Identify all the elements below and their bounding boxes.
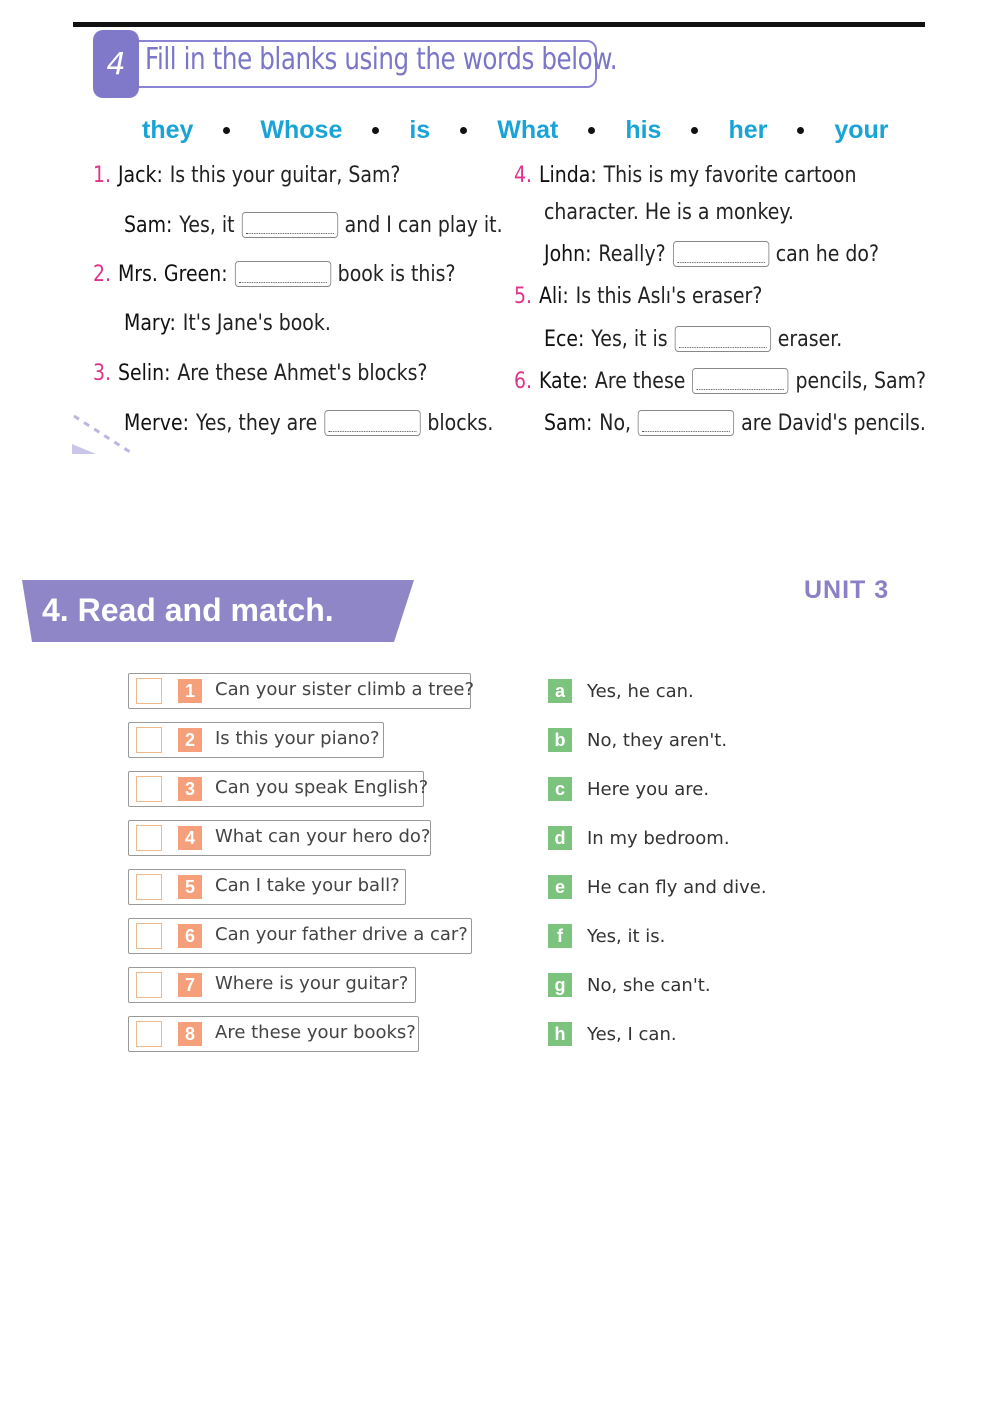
answer-checkbox[interactable] (136, 776, 162, 802)
question-number-badge: 1 (178, 679, 202, 703)
section-title: 4. Read and match. (42, 592, 334, 628)
question-line (93, 163, 400, 188)
answer-letter-badge: e (548, 875, 572, 899)
line-text: This is my favorite cartoon (603, 163, 857, 188)
speaker: John: (544, 241, 592, 267)
answer-checkbox[interactable] (136, 874, 162, 900)
answer-text: Yes, I can. (587, 1023, 677, 1045)
speaker: Linda: (538, 163, 597, 188)
word-bank-item: her (728, 115, 768, 144)
question-line (124, 311, 331, 336)
speaker: Merve: (124, 410, 189, 436)
question-text: Are these your books? (215, 1022, 416, 1043)
question-number: 1. (93, 163, 112, 188)
speaker: Mrs. Green: (117, 261, 228, 287)
answer-letter-badge: f (548, 924, 572, 948)
line-text: and I can play it. (344, 212, 503, 238)
line-text: Yes, it is (591, 326, 668, 352)
exercise-header (93, 30, 618, 98)
unit-label: UNIT 3 (804, 576, 890, 604)
bullet-dot (797, 127, 804, 134)
question-line (93, 361, 427, 386)
answer-blank[interactable] (673, 241, 769, 267)
question-line (544, 241, 879, 267)
speaker: Mary: (124, 311, 176, 336)
speaker: Selin: (117, 361, 171, 386)
bullet-dot (460, 127, 467, 134)
word-bank (142, 112, 889, 148)
question-line (514, 368, 926, 394)
question-number: 4. (514, 163, 533, 188)
question-line (514, 284, 762, 309)
line-text: Are these (594, 368, 686, 394)
answer-letter-badge: h (548, 1022, 572, 1046)
answer-blank[interactable] (324, 410, 420, 436)
line-text: character. He is a monkey. (544, 200, 794, 225)
speaker: Sam: (544, 410, 593, 436)
line-text: Is this your guitar, Sam? (169, 163, 401, 188)
word-bank-item: his (625, 115, 662, 144)
line-text: are David's pencils. (741, 410, 926, 436)
answer-text: Here you are. (587, 778, 710, 800)
line-text: pencils, Sam? (795, 368, 927, 394)
question-line (124, 212, 503, 238)
match-answer-row (548, 923, 665, 949)
question-text: Can your father drive a car? (215, 924, 468, 945)
question-line (544, 410, 926, 436)
line-text: Is this Aslı's eraser? (575, 284, 763, 309)
answer-letter-badge: d (548, 826, 572, 850)
question-text: What can your hero do? (215, 826, 431, 847)
match-answer-row (548, 972, 711, 998)
speaker: Jack: (117, 163, 163, 188)
question-line (544, 200, 794, 225)
answer-text: Yes, it is. (587, 925, 666, 947)
answer-checkbox[interactable] (136, 678, 162, 704)
question-number-badge: 6 (178, 924, 202, 948)
line-text: eraser. (777, 326, 843, 352)
word-bank-item: What (497, 115, 559, 144)
line-text: Yes, they are (195, 410, 318, 436)
answer-blank[interactable] (692, 368, 788, 394)
question-number-badge: 7 (178, 973, 202, 997)
word-bank-item: your (834, 115, 889, 144)
answer-blank[interactable] (638, 410, 734, 436)
speaker: Sam: (124, 212, 173, 238)
answer-checkbox[interactable] (136, 727, 162, 753)
question-number-badge: 3 (178, 777, 202, 801)
bullet-dot (588, 127, 595, 134)
speaker: Ece: (544, 326, 585, 352)
match-answer-row (548, 776, 709, 802)
question-number: 3. (93, 361, 112, 386)
question-number: 5. (514, 284, 533, 309)
answer-text: In my bedroom. (587, 827, 730, 849)
line-text: No, (599, 410, 632, 436)
answer-blank[interactable] (234, 261, 330, 287)
answer-text: He can fly and dive. (587, 876, 767, 898)
line-text: Really? (598, 241, 666, 267)
line-text: book is this? (337, 261, 456, 287)
question-number-badge: 2 (178, 728, 202, 752)
word-bank-item: they (142, 115, 194, 144)
line-text: Yes, it (179, 212, 235, 238)
answer-text: No, they aren't. (587, 729, 728, 751)
answer-checkbox[interactable] (136, 825, 162, 851)
question-number: 6. (514, 368, 533, 394)
answer-letter-badge: c (548, 777, 572, 801)
match-answer-row (548, 727, 727, 753)
answer-blank[interactable] (675, 326, 771, 352)
speaker: Ali: (538, 284, 569, 309)
answer-text: No, she can't. (587, 974, 711, 996)
question-text: Can your sister climb a tree? (215, 679, 475, 700)
answer-letter-badge: g (548, 973, 572, 997)
bullet-dot (691, 127, 698, 134)
question-line (124, 410, 493, 436)
speaker: Kate: (538, 368, 589, 394)
match-answer-row (548, 874, 767, 900)
line-text: blocks. (427, 410, 494, 436)
question-number-badge: 8 (178, 1022, 202, 1046)
answer-checkbox[interactable] (136, 972, 162, 998)
answer-checkbox[interactable] (136, 923, 162, 949)
word-bank-item: is (409, 115, 431, 144)
question-number-badge: 4 (178, 826, 202, 850)
question-text: Is this your piano? (215, 728, 380, 749)
answer-letter-badge: a (548, 679, 572, 703)
word-bank-item: Whose (260, 115, 343, 144)
answer-checkbox[interactable] (136, 1021, 162, 1047)
question-number: 2. (93, 261, 112, 287)
bullet-dot (372, 127, 379, 134)
question-line (93, 261, 456, 287)
match-answer-row (548, 825, 730, 851)
answer-letter-badge: b (548, 728, 572, 752)
question-text: Can I take your ball? (215, 875, 400, 896)
match-answer-row (548, 678, 694, 704)
question-number-badge: 5 (178, 875, 202, 899)
line-text: Are these Ahmet's blocks? (177, 361, 428, 386)
exercise-title: Fill in the blanks using the words below. (145, 42, 618, 77)
question-line (544, 326, 842, 352)
question-line (514, 163, 857, 188)
top-rule (73, 22, 925, 27)
question-text: Can you speak English? (215, 777, 429, 798)
bullet-dot (223, 127, 230, 134)
match-answer-row (548, 1021, 677, 1047)
line-text: can he do? (775, 241, 880, 267)
answer-blank[interactable] (241, 212, 337, 238)
question-text: Where is your guitar? (215, 973, 409, 994)
exercise-number: 4 (93, 30, 139, 98)
line-text: It's Jane's book. (182, 311, 331, 336)
decorative-stripes (72, 412, 132, 454)
answer-text: Yes, he can. (587, 680, 694, 702)
